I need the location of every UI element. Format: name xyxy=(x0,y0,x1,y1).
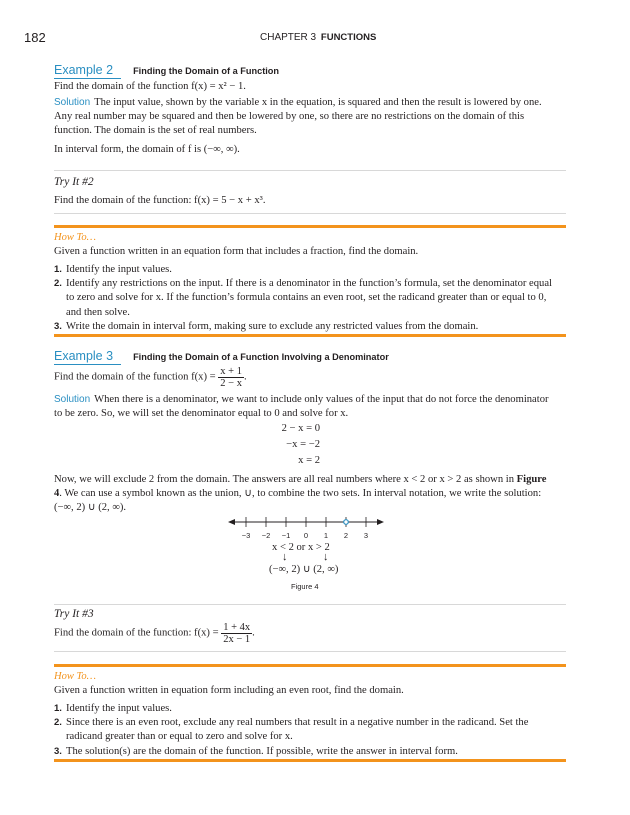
fraction xyxy=(218,366,244,389)
step-item xyxy=(54,716,568,744)
example-3-heading xyxy=(54,347,574,365)
try-it-3-prefix: Find the domain of the function: f(x) = xyxy=(54,627,219,639)
fraction-numerator: 1 + 4x xyxy=(223,622,251,633)
example-2-solution xyxy=(54,96,574,139)
prompt-prefix: Find the domain of the function f(x) = xyxy=(54,371,216,383)
try-it-3-text xyxy=(54,622,255,645)
example-2-title: Finding the Domain of a Function xyxy=(133,66,280,76)
divider xyxy=(54,213,566,214)
howto-2-top-bar xyxy=(54,664,566,667)
tick-label: 1 xyxy=(323,531,329,540)
fraction-numerator: x + 1 xyxy=(220,366,242,377)
page-number: 182 xyxy=(24,30,46,45)
step-number: 3. xyxy=(54,320,62,332)
step-line: Write the domain in interval form, making sure to exclude any restricted values from the domain. xyxy=(66,320,479,332)
axis-arrow-right xyxy=(377,519,384,525)
fraction xyxy=(221,622,252,645)
solution-line: function. The domain is the set of real numbers. xyxy=(54,125,257,137)
arrow-left: ↓ xyxy=(282,551,288,563)
step-line: Since there is an even root, exclude any real numbers that result in a negative number in the radicand. Set the xyxy=(66,717,529,729)
howto-1-top-bar xyxy=(54,225,566,228)
howto-2-intro: Given a function written in equation form including an even root, find the domain. xyxy=(54,685,404,696)
explanation-line: Now, we will exclude 2 from the domain. The answers are all real numbers where x < 2 or x > 2 as shown in xyxy=(54,474,514,485)
step-item xyxy=(54,745,568,759)
step-line: Identify any restrictions on the input. If there is a denominator in the function’s formula, set the denominator equal xyxy=(66,278,553,290)
example-3-solution xyxy=(54,393,574,421)
howto-1-bottom-bar xyxy=(54,334,566,337)
figure-caption: Figure 4 xyxy=(291,582,319,591)
equation-line: 2 − x = 0 xyxy=(281,423,320,434)
solution-line: When there is a denominator, we want to include only values of the input that do not force the denominator xyxy=(94,394,549,405)
explanation-line: . We can use a symbol known as the union, ∪, to combine the two sets. In interval notation, we write the solution: xyxy=(59,488,542,500)
step-line: to zero and solve for x. If the function’s formula contains an even root, set the radicand greater than or equal to 0, xyxy=(66,292,547,304)
solution-line: The input value, shown by the variable x in the equation, is squared and then the result is lowered by one. xyxy=(94,97,542,108)
open-point xyxy=(344,520,349,525)
tick-label: −1 xyxy=(281,531,291,540)
howto-1-steps xyxy=(54,263,568,334)
example-3-title: Finding the Domain of a Function Involving a Denominator xyxy=(133,352,389,362)
tick-label: 2 xyxy=(343,531,349,540)
step-item xyxy=(54,263,568,277)
example-2-prompt: Find the domain of the function f(x) = x² − 1. xyxy=(54,81,246,92)
solution-label: Solution xyxy=(54,394,91,405)
step-number: 2. xyxy=(54,717,62,729)
prompt-suffix: . xyxy=(243,371,247,383)
running-header xyxy=(260,32,376,43)
howto-1-label: How To… xyxy=(54,232,96,243)
example-2-heading xyxy=(54,61,574,79)
example-3-prompt xyxy=(54,366,247,389)
inequality-text: x < 2 or x > 2 xyxy=(272,542,330,553)
equation-block xyxy=(230,421,320,469)
solution-line: Any real number may be squared and then be lowered by one, so there are no restrictions on the domain of this xyxy=(54,111,525,123)
step-line: and then solve. xyxy=(66,306,130,318)
figure-ref-number: 4 xyxy=(54,488,60,500)
interval-text: (−∞, 2) ∪ (2, ∞) xyxy=(269,564,339,575)
step-line: radicand greater than or equal to zero and solve for x. xyxy=(66,731,293,743)
step-number: 1. xyxy=(54,703,62,714)
tick-label: −3 xyxy=(241,531,251,540)
fraction-denominator: 2 − x xyxy=(220,378,242,389)
step-line: Identify the input values. xyxy=(66,264,172,275)
tick-label: 0 xyxy=(303,531,309,540)
example-3-label: Example 3 xyxy=(54,349,121,365)
solution-label: Solution xyxy=(54,97,91,108)
divider xyxy=(54,170,566,171)
howto-2-steps xyxy=(54,702,568,759)
divider xyxy=(54,604,566,605)
step-line: The solution(s) are the domain of the function. If possible, write the answer in interval form. xyxy=(66,745,458,757)
arrow-right: ↓ xyxy=(323,551,329,563)
chapter-title: FUNCTIONS xyxy=(320,32,377,43)
axis-arrow-left xyxy=(228,519,235,525)
figure-ref: Figure xyxy=(516,474,547,485)
howto-1-intro: Given a function written in an equation form that includes a fraction, find the domain. xyxy=(54,246,419,257)
example-2-label: Example 2 xyxy=(54,63,121,79)
try-it-2-text: Find the domain of the function: f(x) = 5 − x + x³. xyxy=(54,195,266,206)
step-number: 2. xyxy=(54,278,62,290)
equation-line: −x = −2 xyxy=(286,439,320,450)
step-number: 3. xyxy=(54,745,62,757)
explanation-line: (−∞, 2) ∪ (2, ∞). xyxy=(54,502,127,514)
example-2-interval: In interval form, the domain of f is (−∞, ∞). xyxy=(54,144,240,155)
tick-label: −2 xyxy=(261,531,271,540)
step-item xyxy=(54,277,568,320)
howto-2-bottom-bar xyxy=(54,759,566,762)
tick-label: 3 xyxy=(363,531,369,540)
solution-line: to be zero. So, we will set the denominator equal to 0 and solve for x. xyxy=(54,408,349,420)
step-item xyxy=(54,702,568,716)
step-number: 1. xyxy=(54,264,62,275)
fraction-denominator: 2x − 1 xyxy=(223,634,251,645)
try-it-3-suffix: . xyxy=(252,627,255,639)
howto-2-label: How To… xyxy=(54,671,96,682)
divider xyxy=(54,651,566,652)
step-line: Identify the input values. xyxy=(66,703,172,714)
try-it-3-label: Try It #3 xyxy=(54,608,94,620)
equation-line: x = 2 xyxy=(298,455,320,466)
example-3-explanation xyxy=(54,473,574,516)
step-item xyxy=(54,320,568,334)
chapter-prefix: CHAPTER 3 xyxy=(260,32,317,43)
try-it-2-label: Try It #2 xyxy=(54,176,94,188)
